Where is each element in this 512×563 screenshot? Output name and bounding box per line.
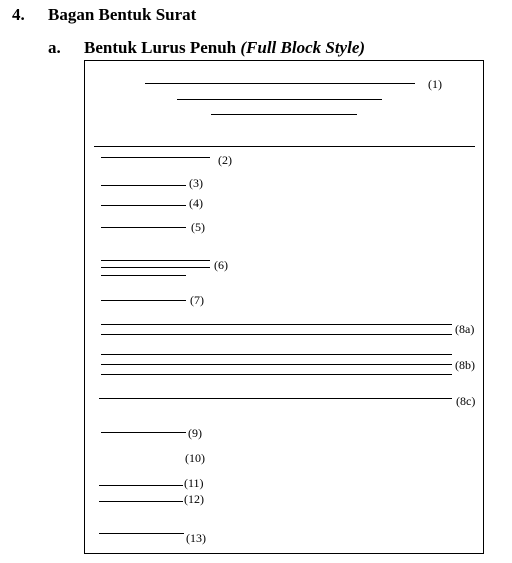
body-line-8b (101, 354, 452, 355)
salutation-line (101, 300, 186, 301)
label-8b: (8b) (455, 358, 475, 372)
label-1: (1) (428, 77, 442, 91)
label-5: (5) (191, 220, 205, 234)
label-3: (3) (189, 176, 203, 190)
label-10: (10) (185, 451, 205, 465)
label-2: (2) (218, 153, 232, 167)
date-line (101, 157, 210, 158)
letter-layout-frame (84, 60, 484, 554)
label-8a: (8a) (455, 322, 475, 336)
letterhead-divider (94, 146, 475, 147)
label-11: (11) (184, 476, 204, 490)
line-3 (101, 185, 186, 186)
line-5 (101, 227, 186, 228)
section-title: Bagan Bentuk Surat (48, 5, 197, 24)
subsection-title (84, 38, 365, 58)
label-6: (6) (214, 258, 228, 272)
label-4: (4) (189, 196, 203, 210)
closing-line (101, 432, 186, 433)
signature-line (99, 485, 183, 486)
subsection-title-italic: (Full Block Style) (240, 38, 366, 57)
label-7: (7) (190, 293, 204, 307)
address-line (101, 260, 210, 261)
line-4 (101, 205, 186, 206)
letterhead-line (145, 83, 415, 84)
label-13: (13) (186, 531, 206, 545)
label-9: (9) (188, 426, 202, 440)
label-8c: (8c) (456, 394, 476, 408)
address-line (101, 275, 186, 276)
section-number: 4. (12, 5, 25, 24)
body-line-8c (99, 398, 452, 399)
subsection-letter: a. (48, 38, 61, 57)
body-line-8b (101, 364, 452, 365)
body-line-8a (101, 334, 452, 335)
subsection-title-text: Bentuk Lurus Penuh (84, 38, 237, 57)
initials-line (99, 533, 184, 534)
letterhead-line (211, 114, 357, 115)
body-line-8a (101, 324, 452, 325)
name-line (99, 501, 183, 502)
body-line-8b (101, 374, 452, 375)
address-line (101, 267, 210, 268)
letterhead-line (177, 99, 382, 100)
label-12: (12) (184, 492, 204, 506)
